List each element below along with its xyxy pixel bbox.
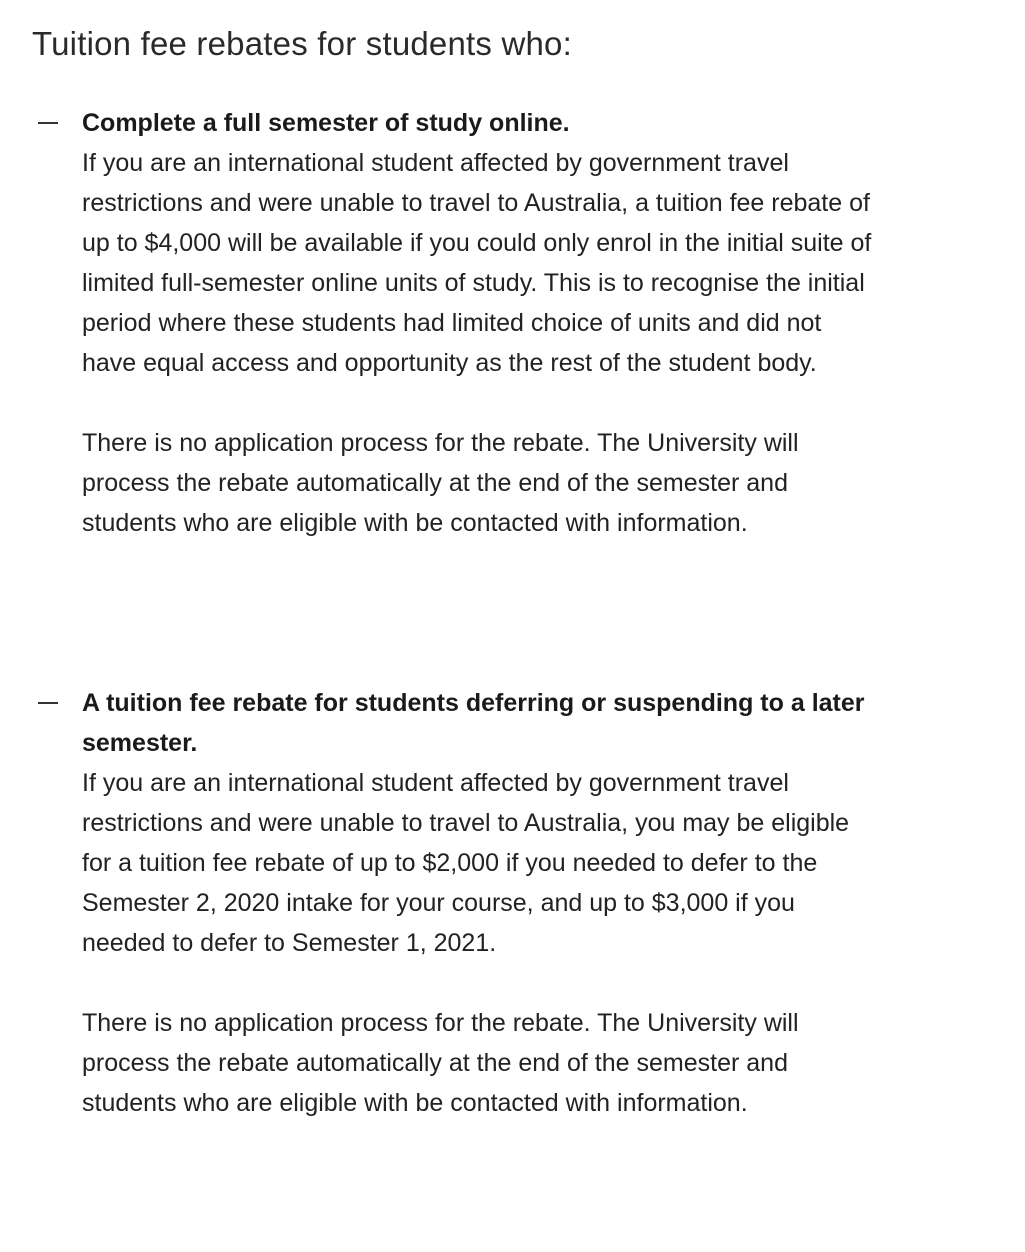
page-heading: Tuition fee rebates for students who: — [32, 25, 572, 62]
rebate-item-body — [82, 103, 882, 543]
rebate-item-title: Complete a full semester of study online. — [82, 109, 570, 137]
dash-bullet-icon — [38, 702, 58, 704]
rebate-item-paragraph: If you are an international student affected by government travel restrictions and were unable to travel to Australia, a tuition fee rebate of up to $4,000 will be available if you could only enrol in the initial suite of limited full-semester online units of study. This is to recognise the initial period where these students had limited choice of units and did not have equal access and opportunity as the rest of the student body. — [82, 149, 872, 377]
rebate-item-title: A tuition fee rebate for students deferring or suspending to a later semester. — [82, 689, 865, 757]
rebate-item-paragraph: If you are an international student affected by government travel restrictions and were unable to travel to Australia, you may be eligible for a tuition fee rebate of up to $2,000 if you needed to defer to the Semester 2, 2020 intake for your course, and up to $3,000 if you needed to defer to Semester 1, 2021. — [82, 769, 850, 957]
dash-bullet-icon — [38, 122, 58, 124]
rebate-item-body — [82, 683, 882, 1123]
rebate-item-paragraph: There is no application process for the rebate. The University will process the rebate automatically at the end of the semester and students who are eligible with be contacted with information. — [82, 1009, 799, 1117]
rebate-item-paragraph: There is no application process for the rebate. The University will process the rebate automatically at the end of the semester and students who are eligible with be contacted with information. — [82, 429, 799, 537]
